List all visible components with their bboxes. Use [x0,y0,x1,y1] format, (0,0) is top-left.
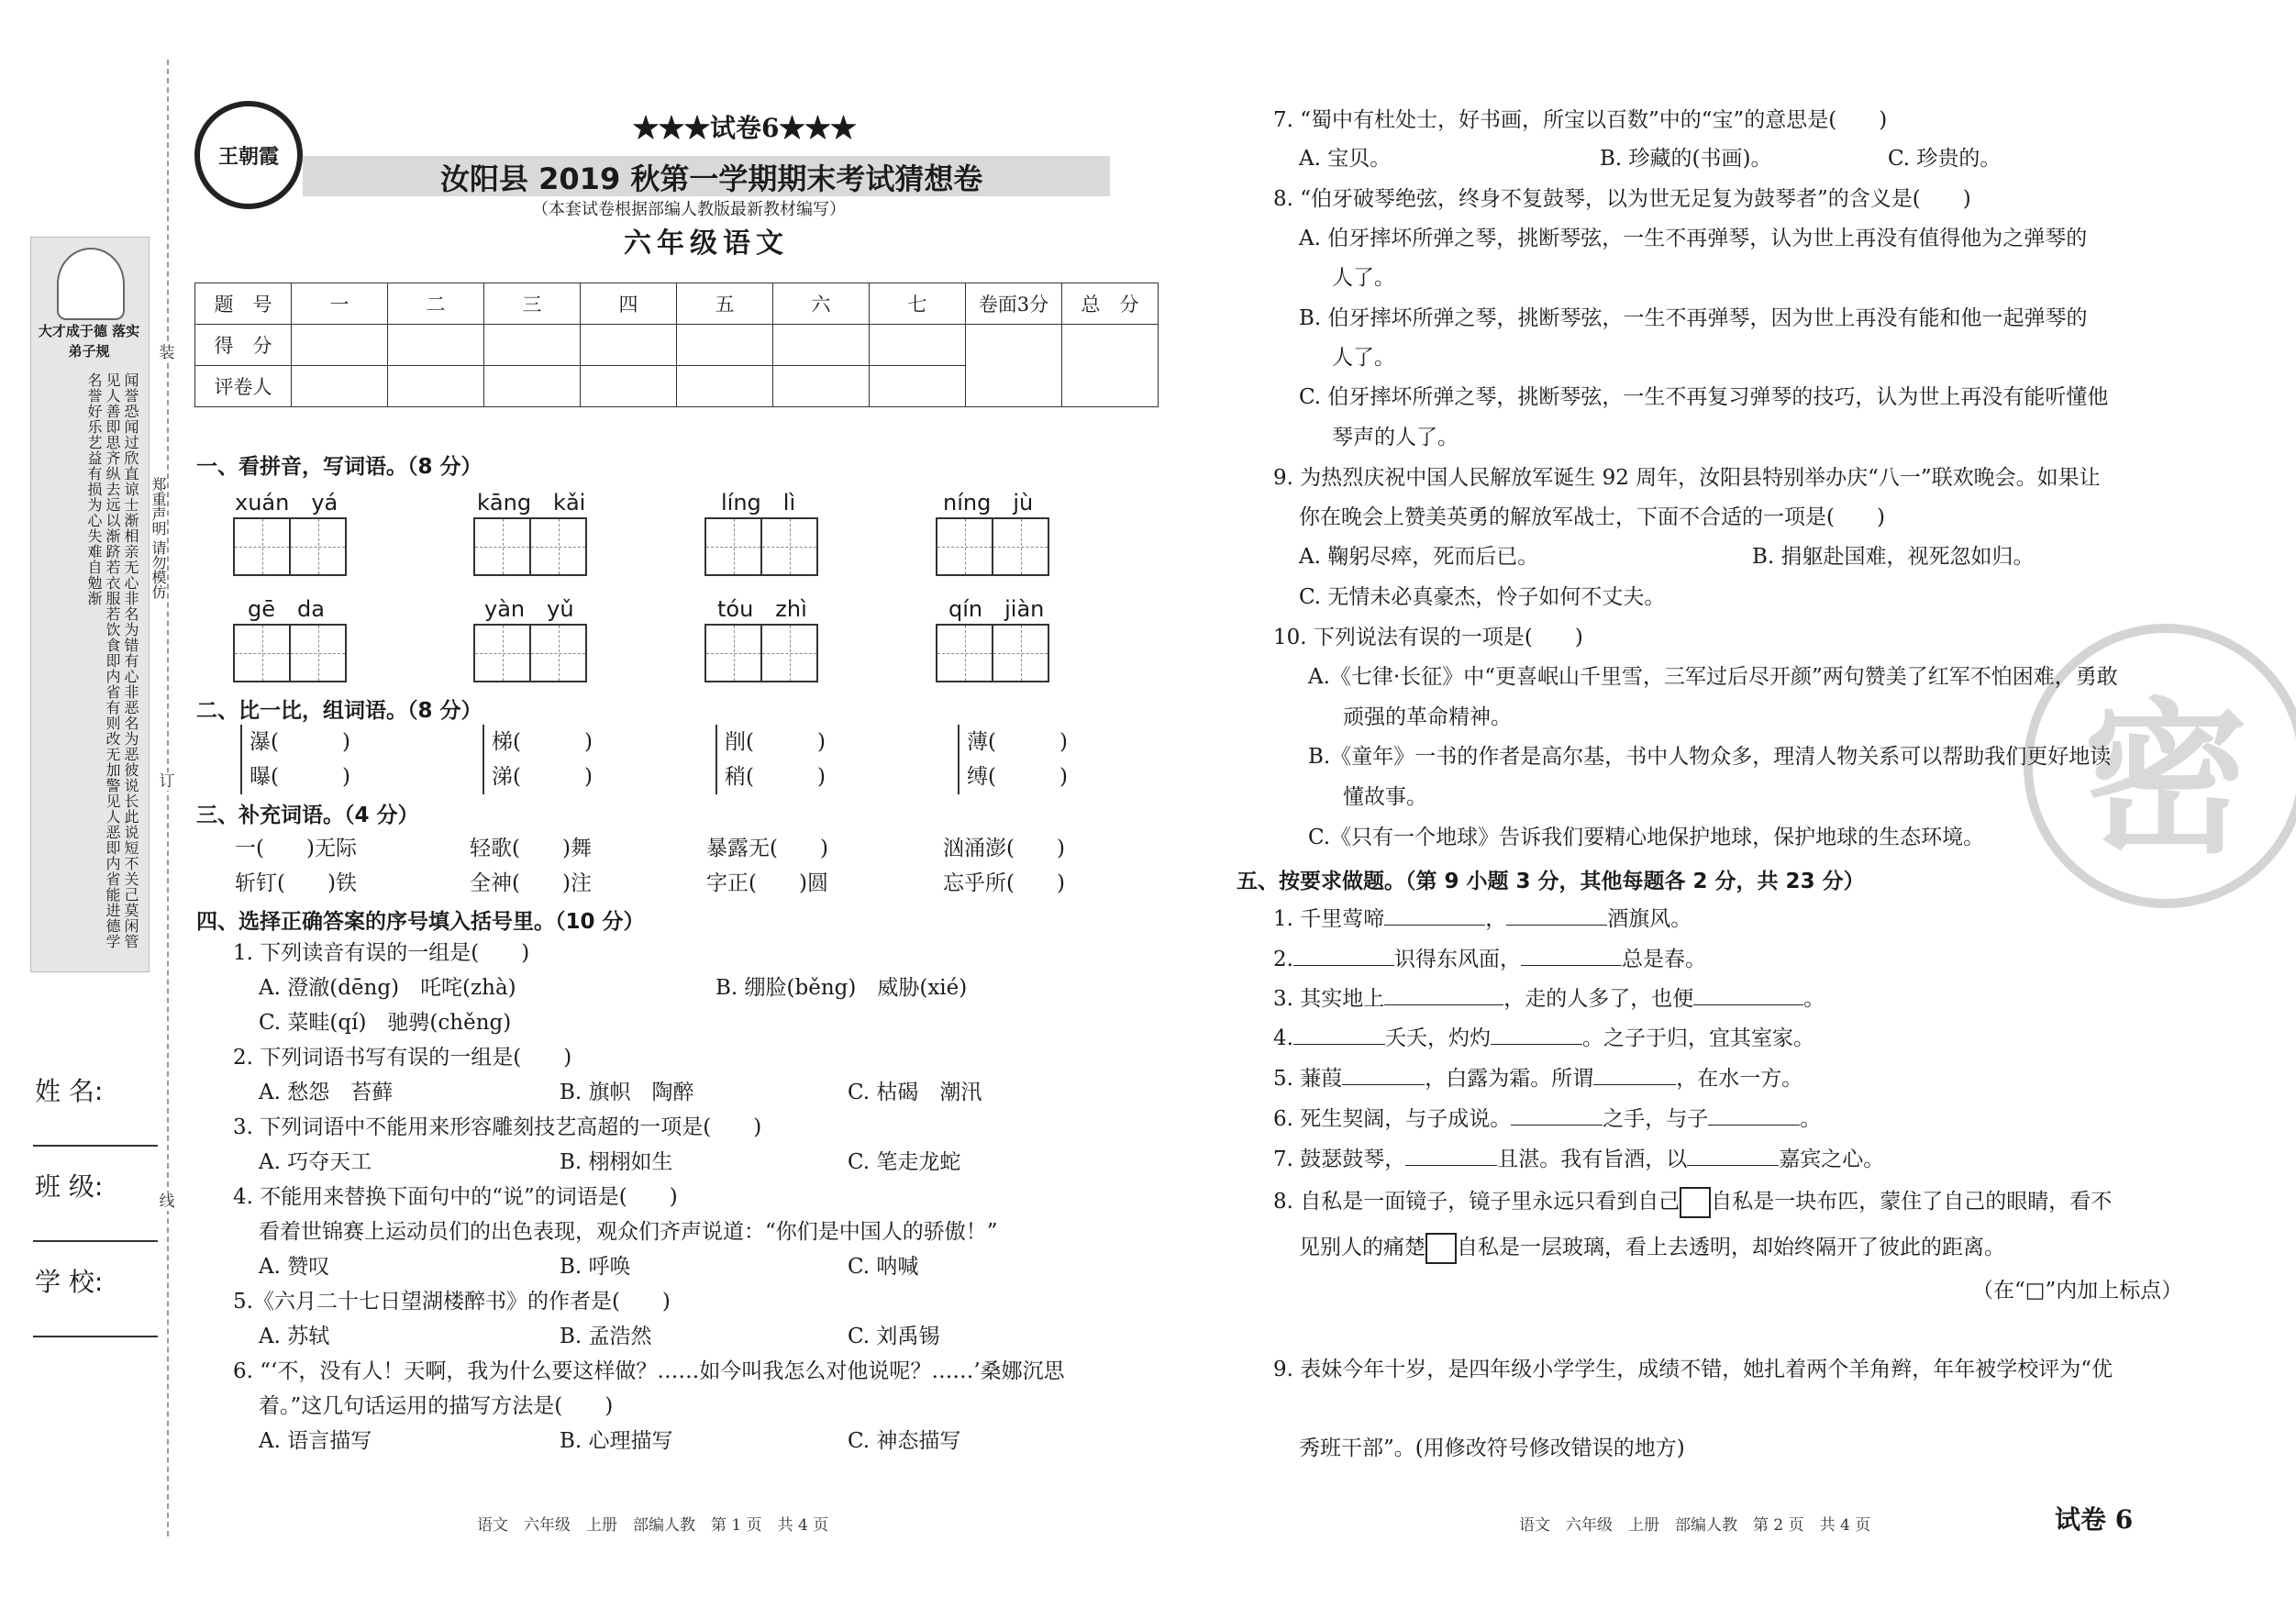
fill-line-4 [1273,1024,1814,1052]
question-4-sentence: 看着世锦赛上运动员们的出色表现，观众们齐声说道：“你们是中国人的骄傲！” [259,1220,998,1244]
option[interactable]: B. 伯牙摔坏所弹之琴，挑断琴弦，一生不再弹琴，因为世上再没有能和他一起弹琴的 [1299,306,2088,330]
score-cell[interactable] [292,325,388,366]
text: 识得东风面， [1393,948,1521,971]
option[interactable]: A. 巧夺天工 [259,1150,372,1174]
answer-blank[interactable] [1521,945,1622,966]
text: 嘉宾之心。 [1779,1148,1885,1171]
option-cont: 人了。 [1332,346,1395,370]
option-cont: 琴声的人了。 [1332,426,1459,449]
score-cell[interactable] [870,366,966,407]
option[interactable]: C. 呐喊 [848,1255,919,1279]
fill-line-1 [1273,904,1691,933]
option-cont: 懂故事。 [1343,785,1427,809]
score-cell[interactable] [677,325,773,366]
seal-label-xian: 线 [159,1192,175,1211]
option[interactable]: B. 孟浩然 [560,1325,652,1348]
text: 之手，与子 [1603,1107,1709,1131]
motto-title: 大才成于德 落实弟子规 [38,323,140,360]
writing-grid[interactable] [473,517,587,576]
question-10: 10. 下列说法有误的一项是( ) [1273,626,1583,649]
answer-blank[interactable] [1511,1104,1603,1126]
question-2: 2. 下列词语书写有误的一组是( ) [233,1046,572,1070]
compare-group [715,725,826,794]
compare-group [482,725,593,794]
text: 1. 千里莺啼 [1273,907,1385,931]
pinyin-2: kāng kǎi [477,490,586,516]
text: 8. 自私是一面镜子，镜子里永远只看到自己 [1273,1190,1680,1214]
score-cell[interactable] [870,325,966,366]
score-cell[interactable] [484,366,581,407]
fill-line-8 [1273,1187,2112,1218]
idiom-blank[interactable]: 轻歌( )舞 [470,837,592,860]
compare-word: 曝( ) [250,765,350,789]
section-5-title: 五、按要求做题。（第 9 小题 3 分，其他每题各 2 分，共 23 分） [1237,870,1865,893]
student-name-label: 姓 名: [35,1076,104,1106]
compare-group [240,725,350,794]
option[interactable]: C. 伯牙摔坏所弹之琴，挑断琴弦，一生不再复习弹琴的技巧，认为世上再没有能听懂他 [1299,385,2109,409]
text: 。 [1800,1107,1822,1131]
option-cont: 顽强的革命精神。 [1343,705,1512,729]
text: 自私是一块布匹，蒙住了自己的眼睛，看不 [1711,1190,2113,1214]
option[interactable]: C. 神态描写 [848,1429,961,1453]
score-header-cell: 四 [581,283,677,325]
text: 5. 蒹葭 [1273,1067,1343,1091]
answer-blank[interactable] [1384,904,1485,926]
text: ，走的人多了，也便 [1503,987,1694,1011]
class-label: 班 级: [35,1171,104,1202]
seal-label-zhuang: 装 [159,344,175,362]
option[interactable]: B. 绷脸(běng) 威胁(xié) [715,976,968,1000]
idiom-blank[interactable]: 暴露无( ) [706,837,828,860]
compare-word: 梯( ) [492,730,593,754]
pinyin-1: xuán yá [235,490,338,516]
scholar-illustration [57,248,125,320]
writing-grid[interactable] [936,517,1049,576]
question-9: 9. 为热烈庆祝中国人民解放军诞生 92 周年，汝阳县特别举办庆“八一”联欢晚会。如果让 [1273,466,2101,490]
question-9-edit[interactable]: 9. 表妹今年十岁，是四年级小学学生，成绩不错，她扎着两个羊角辫，年年被学校评为“优 [1273,1358,2113,1381]
idiom-blank[interactable]: 忘乎所( ) [943,871,1065,895]
question-6-cont: 着。”这几句话运用的描写方法是( ) [259,1394,614,1418]
score-header-cell: 三 [484,283,581,325]
score-cell[interactable] [581,325,677,366]
score-cell[interactable] [388,325,484,366]
binding-line [167,60,169,1536]
option[interactable]: A. 澄澈(dēng) 吒咤(zhà) [259,976,516,1000]
option[interactable]: A. 赞叹 [259,1255,330,1279]
score-header-cell: 总 分 [1062,283,1159,325]
question-9-edit-cont[interactable]: 秀班干部”。(用修改符号修改错误的地方) [1299,1436,1685,1460]
option-cont: 人了。 [1332,266,1395,290]
score-cell[interactable] [484,325,581,366]
writing-grid[interactable] [233,517,347,576]
answer-blank[interactable] [1687,1145,1779,1166]
punctuation-box[interactable] [1425,1233,1457,1264]
grader-row-label: 评卷人 [195,366,292,407]
score-table [194,283,1159,407]
notice-text: 郑重声明 请勿模仿 [150,477,167,600]
option[interactable]: C.《只有一个地球》告诉我们要精心地保护地球，保护地球的生态环境。 [1308,826,1985,849]
seal-label-ding: 订 [159,772,175,791]
option[interactable]: B. 栩栩如生 [560,1150,673,1174]
option[interactable]: C. 菜畦(qí) 驰骋(chěng) [259,1011,512,1035]
pinyin-5: gē da [248,596,325,622]
text: 。 [1803,987,1825,1011]
text: ，白露为霜。所谓 [1425,1067,1594,1091]
option[interactable]: A. 宝贝。 [1299,147,1392,171]
compare-group [958,725,1068,794]
question-8: 8. “伯牙破琴绝弦，终身不复鼓琴，以为世无足复为鼓琴者”的含义是( ) [1273,187,1971,211]
paper-tag: 试卷 6 [2055,1504,2134,1535]
score-header-cell: 一 [292,283,388,325]
score-cell[interactable] [581,366,677,407]
watermark-stamp: 密 [2024,624,2296,908]
option[interactable]: C. 枯碣 潮汛 [848,1081,982,1104]
score-cell[interactable] [388,366,484,407]
idiom-blank[interactable]: 斩钉( )铁 [235,871,357,895]
text: 7. 鼓瑟鼓琴， [1273,1148,1406,1171]
option[interactable]: C. 笔走龙蛇 [848,1150,961,1174]
compare-word: 削( ) [725,730,826,754]
score-header-cell: 题 号 [195,283,292,325]
fill-line-7 [1273,1145,1884,1173]
pinyin-3: líng lì [721,490,796,516]
publisher-logo: 王朝霞 [194,101,303,209]
option[interactable]: B. 捐躯赴国难，视死忽如归。 [1752,545,2035,569]
option[interactable]: A. 伯牙摔坏所弹之琴，挑断琴弦，一生不再弹琴，认为世上再没有值得他为之弹琴的 [1299,227,2088,250]
question-9-cont: 你在晚会上赞美英勇的解放军战士，下面不合适的一项是( ) [1299,505,1885,529]
text: 自私是一层玻璃，看上去透明，却始终隔开了彼此的距离。 [1457,1236,2005,1259]
score-header-cell: 六 [773,283,870,325]
fill-line-8-cont [1299,1233,2005,1264]
text: 2. [1273,948,1293,971]
student-name-field[interactable] [33,1145,158,1147]
idiom-blank[interactable]: 一( )无际 [235,837,357,860]
answer-blank[interactable] [1491,1024,1582,1045]
fill-line-3 [1273,984,1825,1013]
idiom-blank[interactable]: 字正( )圆 [706,871,828,895]
score-cell[interactable] [292,366,388,407]
option[interactable]: C. 刘禹锡 [848,1325,940,1348]
text: ， [1485,907,1507,931]
option[interactable]: B. 珍藏的(书画)。 [1600,147,1772,171]
question-8-note: （在“□”内加上标点） [1972,1279,2183,1303]
question-1: 1. 下列读音有误的一组是( ) [233,941,530,965]
option[interactable]: B. 心理描写 [560,1429,673,1453]
score-cell[interactable] [966,325,1062,407]
text: 且湛。我有旨酒，以 [1497,1148,1688,1171]
score-cell[interactable] [773,325,870,366]
option[interactable]: C. 珍贵的。 [1888,147,2002,171]
option[interactable]: A. 苏轼 [259,1325,330,1348]
score-cell[interactable] [677,366,773,407]
answer-blank[interactable] [1293,1024,1385,1045]
writing-grid[interactable] [473,624,587,682]
question-3: 3. 下列词语中不能用来形容雕刻技艺高超的一项是( ) [233,1115,762,1139]
text: 酒旗风。 [1607,907,1692,931]
exam-subtitle: （本套试卷根据部编人教版最新教材编写） [532,200,846,219]
answer-blank[interactable] [1506,904,1607,926]
writing-grid[interactable] [704,517,818,576]
option[interactable]: A. 愁怨 苔藓 [259,1081,394,1104]
answer-blank[interactable] [1384,984,1503,1005]
school-field[interactable] [33,1336,158,1337]
question-4: 4. 不能用来替换下面句中的“说”的词语是( ) [233,1185,678,1209]
exam-subject: 六年级语文 [624,227,789,260]
option[interactable]: B. 呼唤 [560,1255,631,1279]
option[interactable]: A. 鞠躬尽瘁，死而后已。 [1299,545,1539,569]
score-cell[interactable] [773,366,870,407]
footer-right: 语文 六年级 上册 部编人教 第 2 页 共 4 页 [1519,1516,1871,1535]
option[interactable]: B. 旗帜 陶醉 [560,1081,694,1104]
punctuation-box[interactable] [1680,1187,1711,1218]
text: ，在水一方。 [1676,1067,1803,1091]
section-2-title: 二、比一比，组词语。（8 分） [196,699,482,723]
option[interactable]: A.《七律·长征》中“更喜岷山千里雪，三军过后尽开颜”两句赞美了红军不怕困难，勇敢 [1308,665,2118,689]
compare-word: 稍( ) [725,765,826,789]
writing-grid[interactable] [704,624,818,682]
section-4-title: 四、选择正确答案的序号填入括号里。（10 分） [196,910,645,934]
text: 3. 其实地上 [1273,987,1385,1011]
footer-left: 语文 六年级 上册 部编人教 第 1 页 共 4 页 [477,1516,829,1535]
compare-word: 瀑( ) [250,730,350,754]
idiom-blank[interactable]: 全神( )注 [470,871,592,895]
motto-text: 闻誉恐闻过欣直谅士渐相亲无心非名为错有心非恶名为恶彼说长此说短不关己莫闲管见人善即思齐纵去远以渐跻若衣服若饮食即内省有则改无加警见人恶即内省能进德学名誉好乐艺益有损为心失难自勉渐 [85,372,139,949]
text: 总是春。 [1621,948,1706,971]
section-3-title: 三、补充词语。（4 分） [196,804,419,827]
exam-title: 汝阳县 2019 秋第一学期期末考试猜想卷 [440,161,983,196]
fill-line-2 [1273,945,1706,973]
option[interactable]: B.《童年》一书的作者是高尔基，书中人物众多，理清人物关系可以帮助我们更好地读 [1308,745,2112,769]
compare-word: 缚( ) [967,765,1068,789]
score-row-label: 得 分 [195,325,292,366]
answer-blank[interactable] [1593,1064,1676,1085]
class-field[interactable] [33,1240,158,1242]
text: 4. [1273,1026,1293,1050]
answer-blank[interactable] [1708,1104,1800,1126]
pinyin-6: yàn yǔ [484,596,574,622]
question-7: 7. “蜀中有杜处士，好书画，所宝以百数”中的“宝”的意思是( ) [1273,108,1888,132]
question-6: 6. “‘不，没有人！天啊，我为什么要这样做？……如今叫我怎么对他说呢？……’桑娜沉思 [233,1359,1065,1383]
score-header-cell: 二 [388,283,484,325]
option[interactable]: C. 无情未必真豪杰，怜子如何不丈夫。 [1299,585,1666,609]
school-label: 学 校: [35,1267,104,1297]
option[interactable]: A. 语言描写 [259,1429,372,1453]
fill-line-5 [1273,1064,1802,1092]
score-header-cell: 卷面3分 [966,283,1062,325]
score-header-cell: 五 [677,283,773,325]
text: 夭夭，灼灼 [1384,1026,1491,1050]
text: 见别人的痛楚 [1299,1236,1425,1259]
pinyin-8: qín jiàn [948,596,1045,622]
score-cell[interactable] [1062,325,1159,407]
writing-grid[interactable] [233,624,347,682]
answer-blank[interactable] [1405,1145,1497,1166]
text: 6. 死生契阔，与子成说。 [1273,1107,1512,1131]
section-1-title: 一、看拼音，写词语。（8 分） [196,455,482,479]
compare-word: 涕( ) [492,765,593,789]
question-5: 5.《六月二十七日望湖楼醉书》的作者是( ) [233,1290,671,1314]
fill-line-6 [1273,1104,1821,1133]
answer-blank[interactable] [1293,945,1394,966]
pinyin-7: tóu zhì [717,596,807,622]
answer-blank[interactable] [1693,984,1803,1005]
score-header-cell: 七 [870,283,966,325]
paper-number: ★★★试卷6★★★ [633,113,857,143]
writing-grid[interactable] [936,624,1049,682]
idiom-blank[interactable]: 汹涌澎( ) [943,837,1065,860]
pinyin-4: níng jù [943,490,1034,516]
text: 。之子于归，宜其室家。 [1581,1026,1814,1050]
compare-word: 薄( ) [967,730,1068,754]
answer-blank[interactable] [1342,1064,1425,1085]
